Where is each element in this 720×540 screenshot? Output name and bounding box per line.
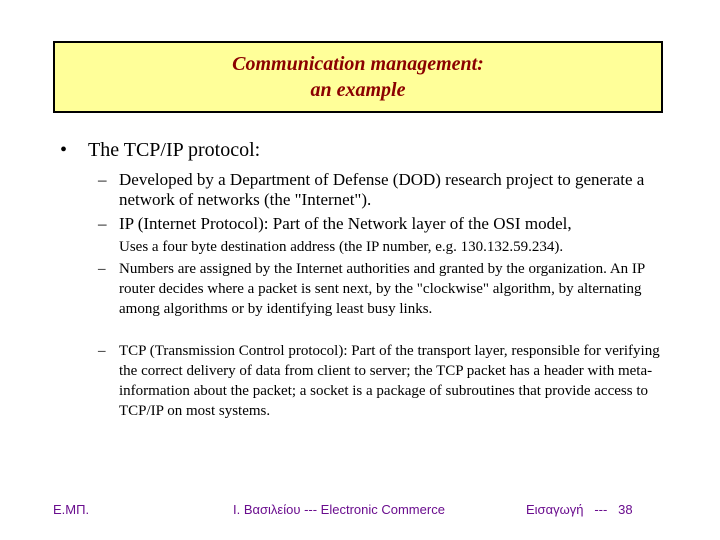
main-bullet <box>60 138 260 162</box>
sub-item-text: TCP (Transmission Control protocol): Part of the transport layer, responsible for verifying the correct delivery of data from client to server; the TCP packet has a header with meta-information about the packet; a socket is a package of subroutines that provide access to TCP/IP on most systems. <box>119 343 660 419</box>
dash-marker: – <box>98 261 106 277</box>
sub-item-text: Uses a four byte destination address (the IP number, e.g. 130.132.59.234). <box>119 239 564 255</box>
footer-center: Ι. Βασιλείου --- Electronic Commerce <box>233 502 445 517</box>
sub-item-text: Numbers are assigned by the Internet authorities and granted by the organization. An IP router decides where a packet is sent next, by the "clockwise" algorithm, by alternating among algorithms or by identifying least busy links. <box>119 261 645 317</box>
sub-item-text: Developed by a Department of Defense (DOD) research project to generate a network of networks (the "Internet"). <box>119 170 645 209</box>
dash-marker: – <box>98 343 106 359</box>
dash-marker: – <box>98 214 107 233</box>
footer-page-number: Εισαγωγή --- 38 <box>526 502 633 517</box>
sub-item-text: IP (Internet Protocol): Part of the Network layer of the OSI model, <box>119 214 572 233</box>
slide-title-line-2: an example <box>310 79 406 101</box>
main-bullet-text: The TCP/IP protocol: <box>88 139 261 161</box>
slide-title-line-1: Communication management: <box>232 53 484 75</box>
dash-marker: – <box>98 170 107 189</box>
footer-left: Ε.ΜΠ. <box>53 502 90 517</box>
bullet-marker: • <box>60 139 68 161</box>
slide-title-box <box>53 41 663 113</box>
